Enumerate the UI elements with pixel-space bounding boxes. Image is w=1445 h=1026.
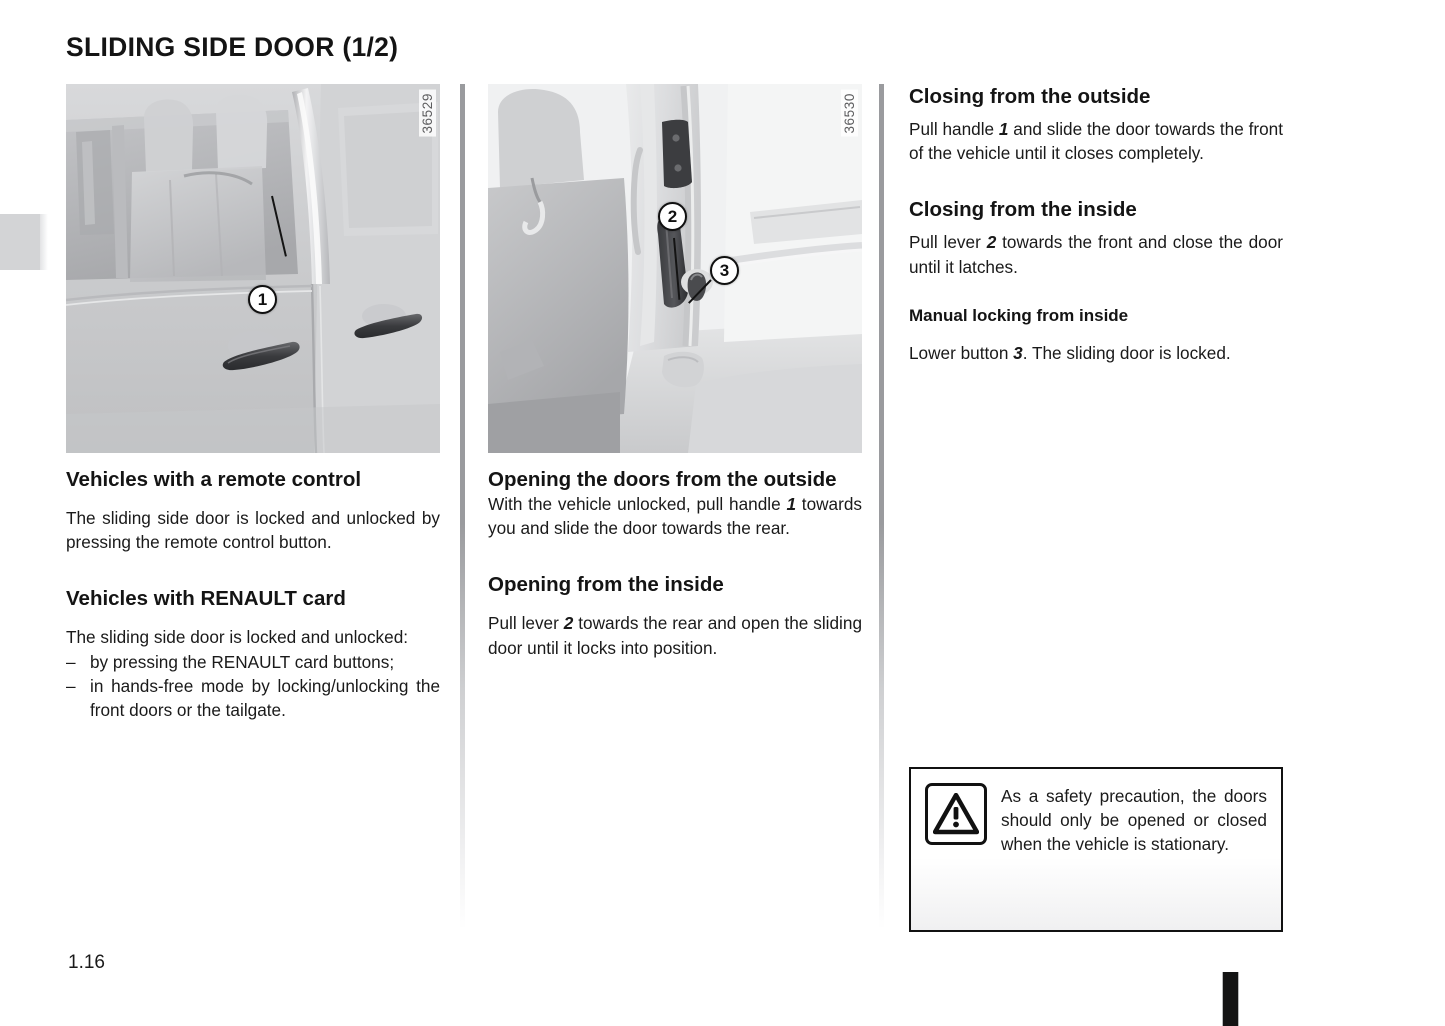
right-column <box>909 84 1283 365</box>
callout-3: 3 <box>710 256 739 285</box>
section-heading-remote-control: Vehicles with a remote control <box>66 468 362 491</box>
reference-number-emphasis: 1 <box>998 119 1009 139</box>
list-item <box>66 674 440 722</box>
section-body-opening-inside: Pull lever 2 towards the rear and open the sliding door until it locks into position. <box>488 613 862 658</box>
column-divider-2 <box>879 84 884 929</box>
callout-2: 2 <box>658 202 687 231</box>
middle-column <box>488 84 862 660</box>
reference-number-emphasis: 2 <box>986 232 997 253</box>
reference-number-emphasis: 2 <box>563 613 574 634</box>
column-divider-1 <box>460 84 465 929</box>
list-item-label: by pressing the RENAULT card buttons; <box>90 651 395 672</box>
section-body-closing-inside: Pull lever 2 towards the front and close the door until it latches. <box>909 232 1283 277</box>
section-body-manual-locking: Lower button 3. The sliding door is locked. <box>909 342 1231 363</box>
warning-triangle-icon <box>925 783 987 845</box>
safety-warning-text: As a safety precaution, the doors should only be opened or closed when the vehicle is stationary. <box>1001 786 1267 855</box>
page-title: SLIDING SIDE DOOR (1/2) <box>66 32 399 62</box>
figure-reference-number: 36530 <box>841 90 858 137</box>
list-item <box>66 650 440 674</box>
renault-card-bullet-list <box>66 650 440 723</box>
dash-bullet-icon: – <box>66 651 76 672</box>
section-body-opening-outside: With the vehicle unlocked, pull handle 1 towards you and slide the door towards the rear. <box>488 494 862 539</box>
figure-reference-number: 36529 <box>419 90 436 137</box>
section-heading-manual-locking: Manual locking from inside <box>909 305 1129 325</box>
reference-number-emphasis: 3 <box>1013 342 1023 363</box>
figure-interior-door <box>488 84 862 453</box>
section-heading-closing-outside: Closing from the outside <box>909 85 1151 108</box>
section-heading-renault-card: Vehicles with RENAULT card <box>66 587 346 611</box>
section-body-renault-card: The sliding side door is locked and unlocked: <box>66 627 409 648</box>
chapter-edge-tab-shadow <box>40 214 48 270</box>
reference-number-emphasis: 1 <box>786 494 797 514</box>
section-body-closing-outside: Pull handle 1 and slide the door towards the front of the vehicle until it closes completely. <box>909 119 1283 164</box>
section-heading-opening-outside: Opening the doors from the outside <box>488 468 837 491</box>
section-heading-closing-inside: Closing from the inside <box>909 198 1137 222</box>
list-item-label: in hands-free mode by locking/unlocking the front doors or the tailgate. <box>90 675 440 721</box>
safety-warning-box <box>909 767 1283 932</box>
exterior-door-illustration <box>66 84 440 453</box>
left-column <box>66 84 440 722</box>
section-heading-opening-inside: Opening from the inside <box>488 573 724 597</box>
callout-1: 1 <box>248 285 277 314</box>
dash-bullet-icon: – <box>66 675 76 696</box>
figure-exterior-door <box>66 84 440 453</box>
page-number: 1.16 <box>68 952 105 973</box>
chapter-thumb-marker <box>1222 972 1239 1026</box>
section-body-remote-control: The sliding side door is locked and unlocked by pressing the remote control button. <box>66 508 440 553</box>
warning-triangle-glyph <box>933 793 979 835</box>
